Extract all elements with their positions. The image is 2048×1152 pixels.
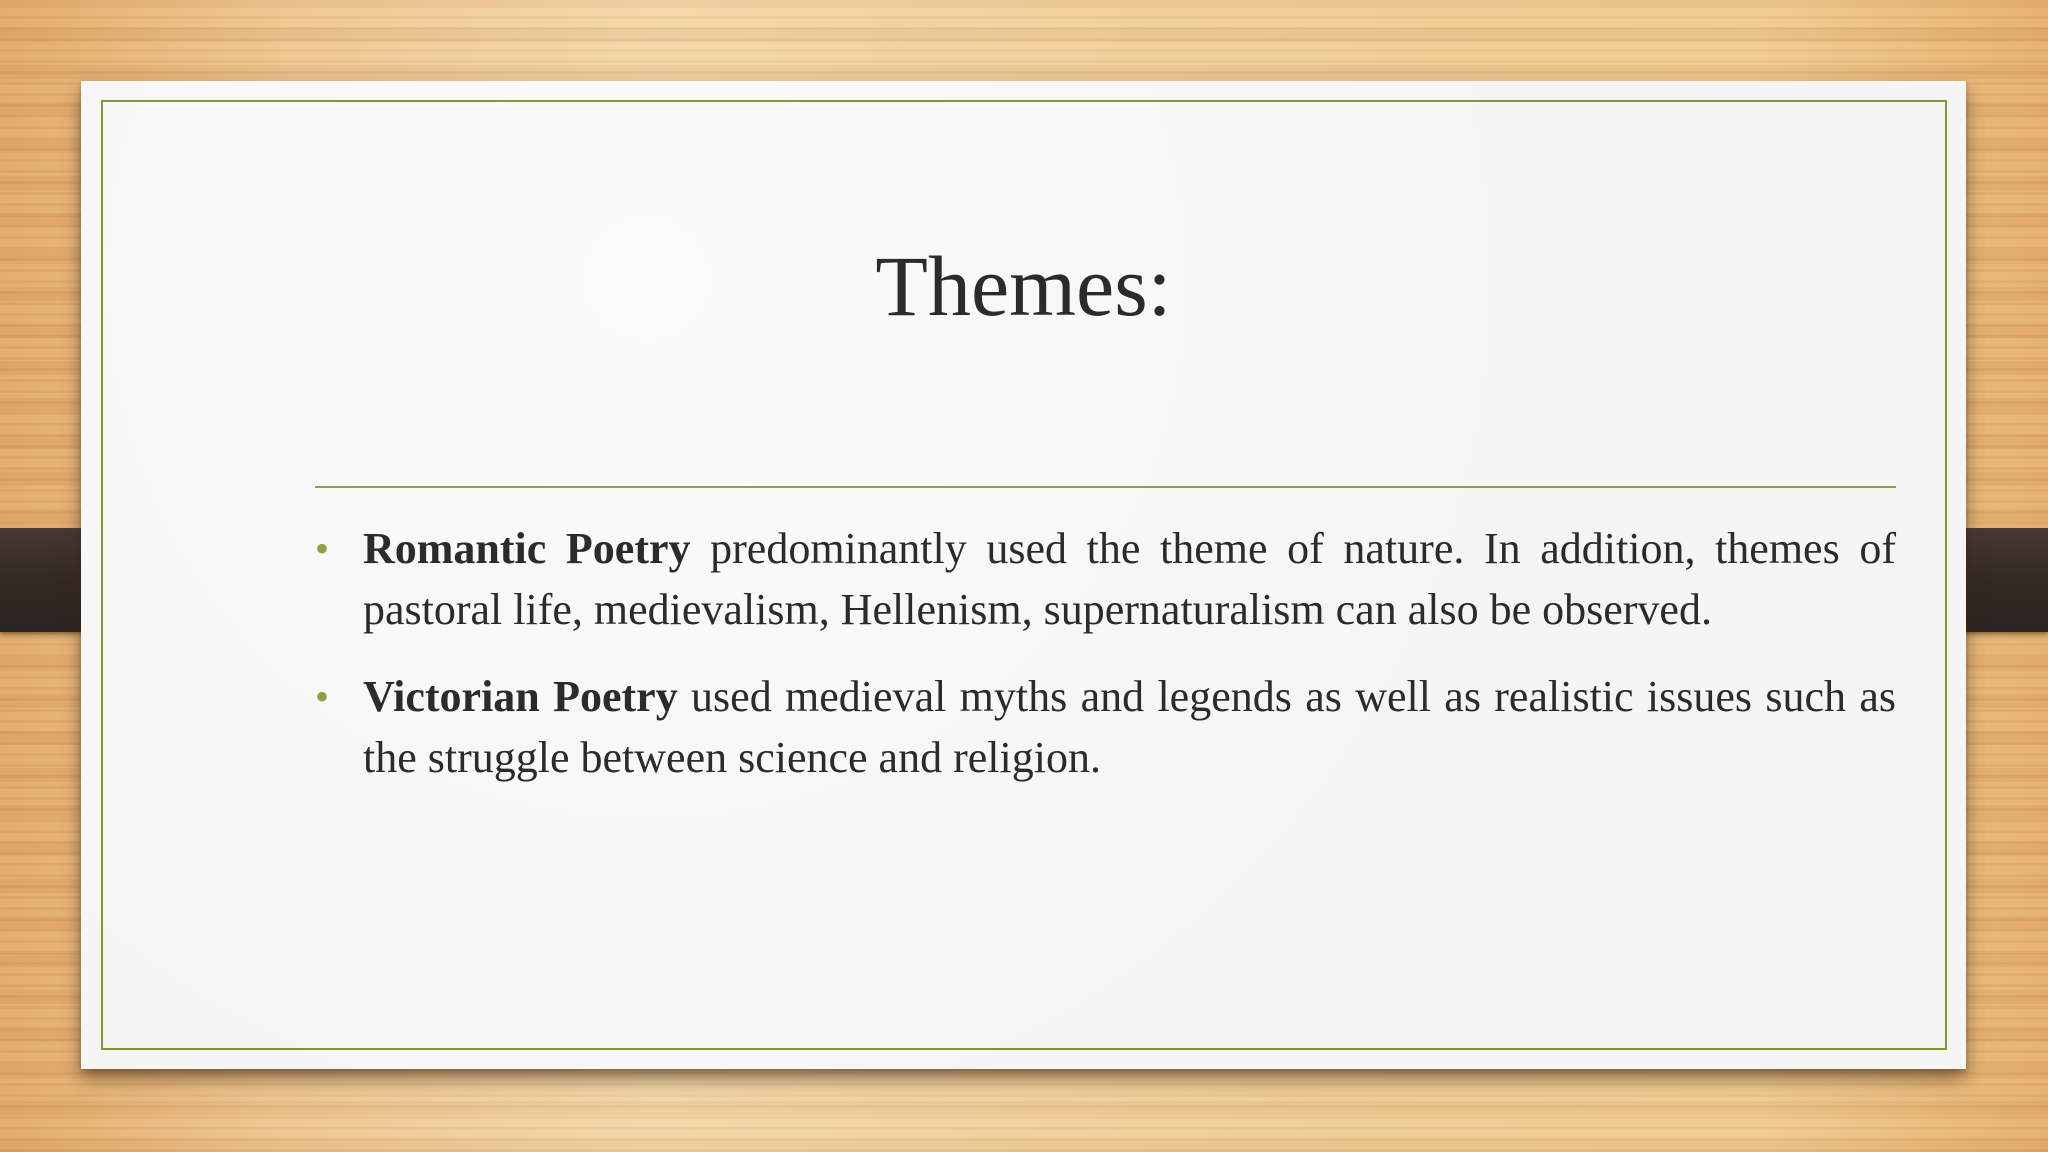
bullet-term: Romantic Poetry [363, 524, 691, 573]
slide-card [81, 81, 1966, 1069]
slide-title: Themes: [875, 238, 1172, 334]
bullet-item-victorian-poetry [315, 666, 1896, 788]
bullet-item-romantic-poetry [315, 518, 1896, 640]
bullet-text: used medieval myths and legends as well as realistic issues such as the struggle between science and religion. [363, 672, 1896, 782]
bullet-list [315, 518, 1896, 814]
bullet-icon: • [315, 526, 330, 571]
title-divider [315, 486, 1896, 488]
bullet-term: Victorian Poetry [363, 672, 678, 721]
bullet-icon: • [315, 674, 330, 719]
bullet-text: predominantly used the theme of nature. In addition, themes of pastoral life, medievalism, Hellenism, supernaturalism can also be observed. [363, 524, 1896, 634]
